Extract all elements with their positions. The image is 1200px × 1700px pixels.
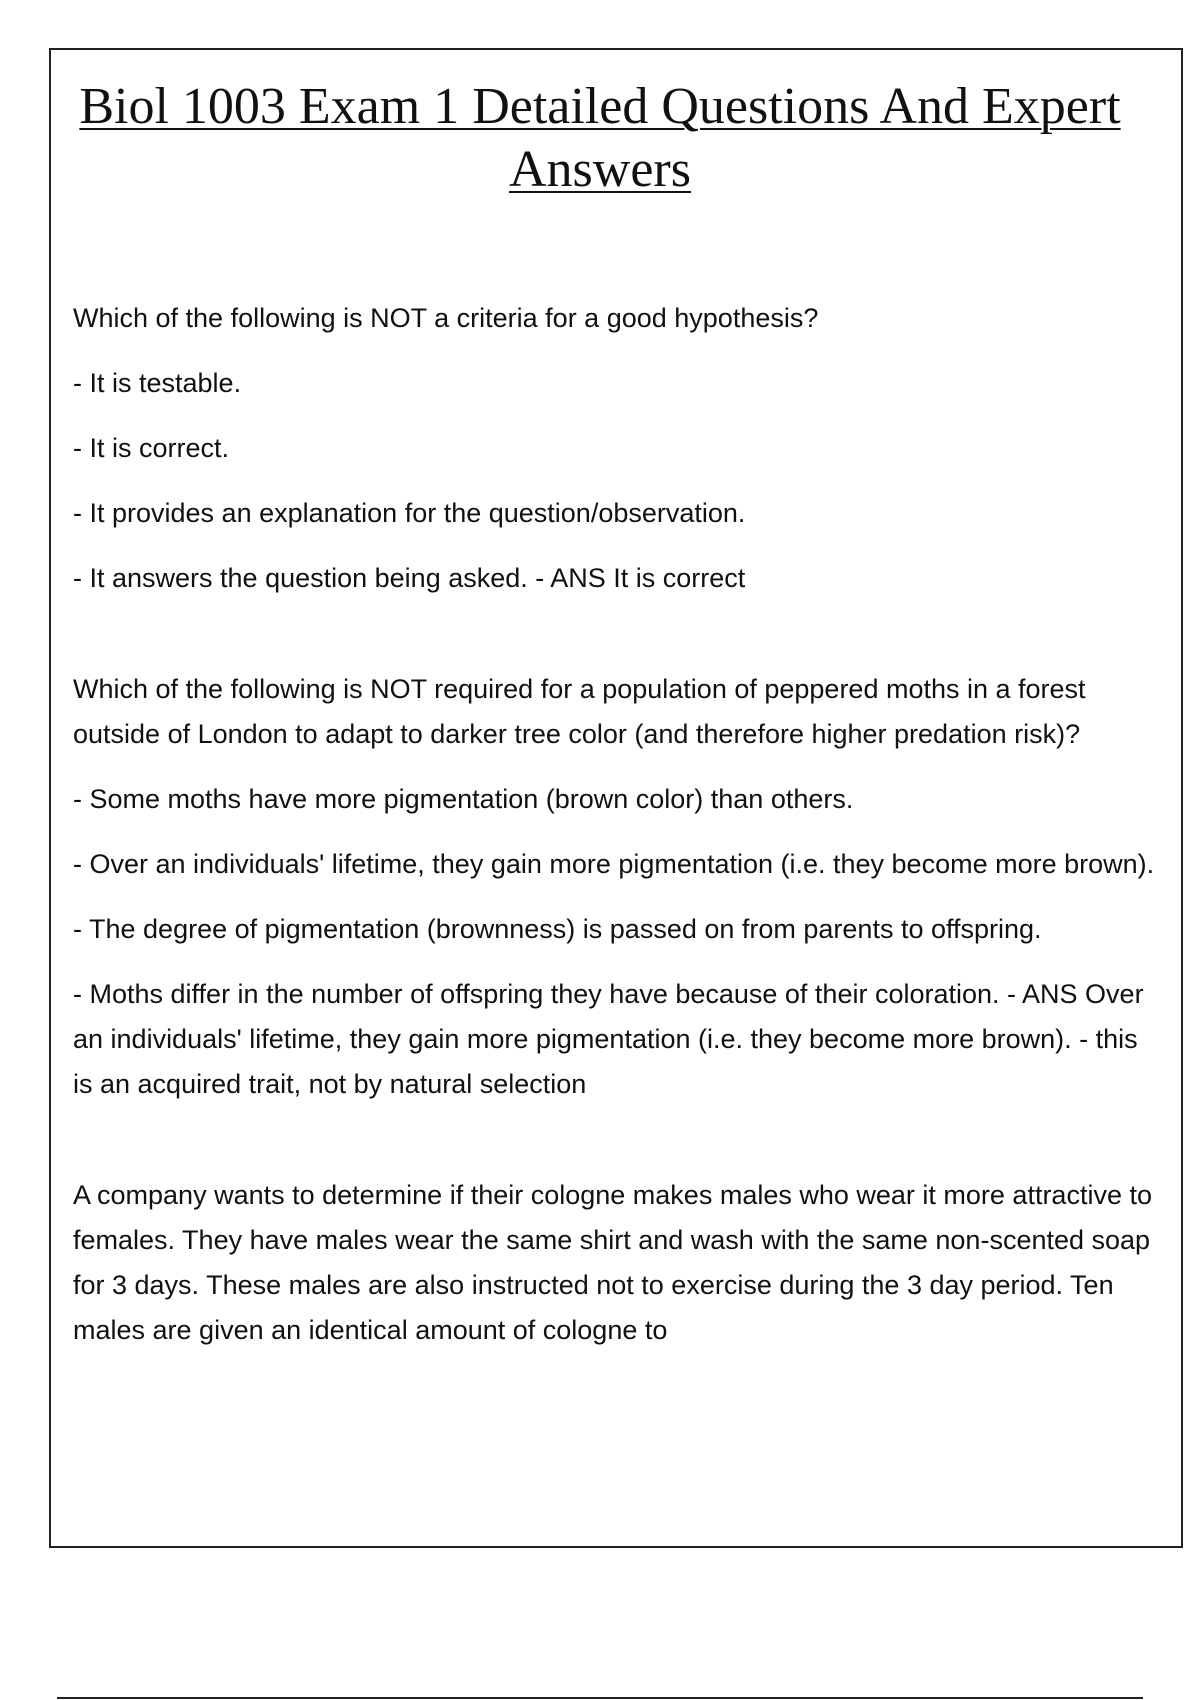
footer-divider bbox=[57, 1697, 1143, 1699]
question-1-text: Which of the following is NOT a criteria for a good hypothesis? bbox=[73, 303, 819, 333]
document-title: Biol 1003 Exam 1 Detailed Questions And Expert Answers bbox=[79, 78, 1121, 198]
question-1-option-3: - It provides an explanation for the question/observation. bbox=[73, 498, 746, 528]
question-block-1 bbox=[73, 296, 1163, 601]
question-2-option-1: - Some moths have more pigmentation (brown color) than others. bbox=[73, 784, 854, 814]
questions-section bbox=[73, 296, 1163, 1373]
question-2-option-3: - The degree of pigmentation (brownness) is passed on from parents to offspring. bbox=[73, 914, 1042, 944]
question-block-2 bbox=[73, 667, 1163, 1107]
question-2-option-4-answer: - Moths differ in the number of offspring they have because of their coloration. - ANS Over an individuals' lifetime, they gain more pigmentation (i.e. they become more brown). - this is an acquired trait, not by natural selection bbox=[73, 979, 1144, 1099]
question-1-option-1: - It is testable. bbox=[73, 368, 242, 398]
question-2-option-2: - Over an individuals' lifetime, they gain more pigmentation (i.e. they become more brown). bbox=[73, 849, 1155, 879]
question-3-text: A company wants to determine if their cologne makes males who wear it more attractive to females. They have males wear the same shirt and wash with the same non-scented soap for 3 days. These males are also instructed not to exercise during the 3 day period. Ten males are given an identical amount of cologne to bbox=[73, 1180, 1152, 1345]
question-block-3 bbox=[73, 1173, 1163, 1353]
question-1-option-2: - It is correct. bbox=[73, 433, 230, 463]
question-1-option-4-answer: - It answers the question being asked. - ANS It is correct bbox=[73, 563, 746, 593]
question-2-text: Which of the following is NOT required for a population of peppered moths in a forest outside of London to adapt to darker tree color (and therefore higher predation risk)? bbox=[73, 674, 1086, 749]
